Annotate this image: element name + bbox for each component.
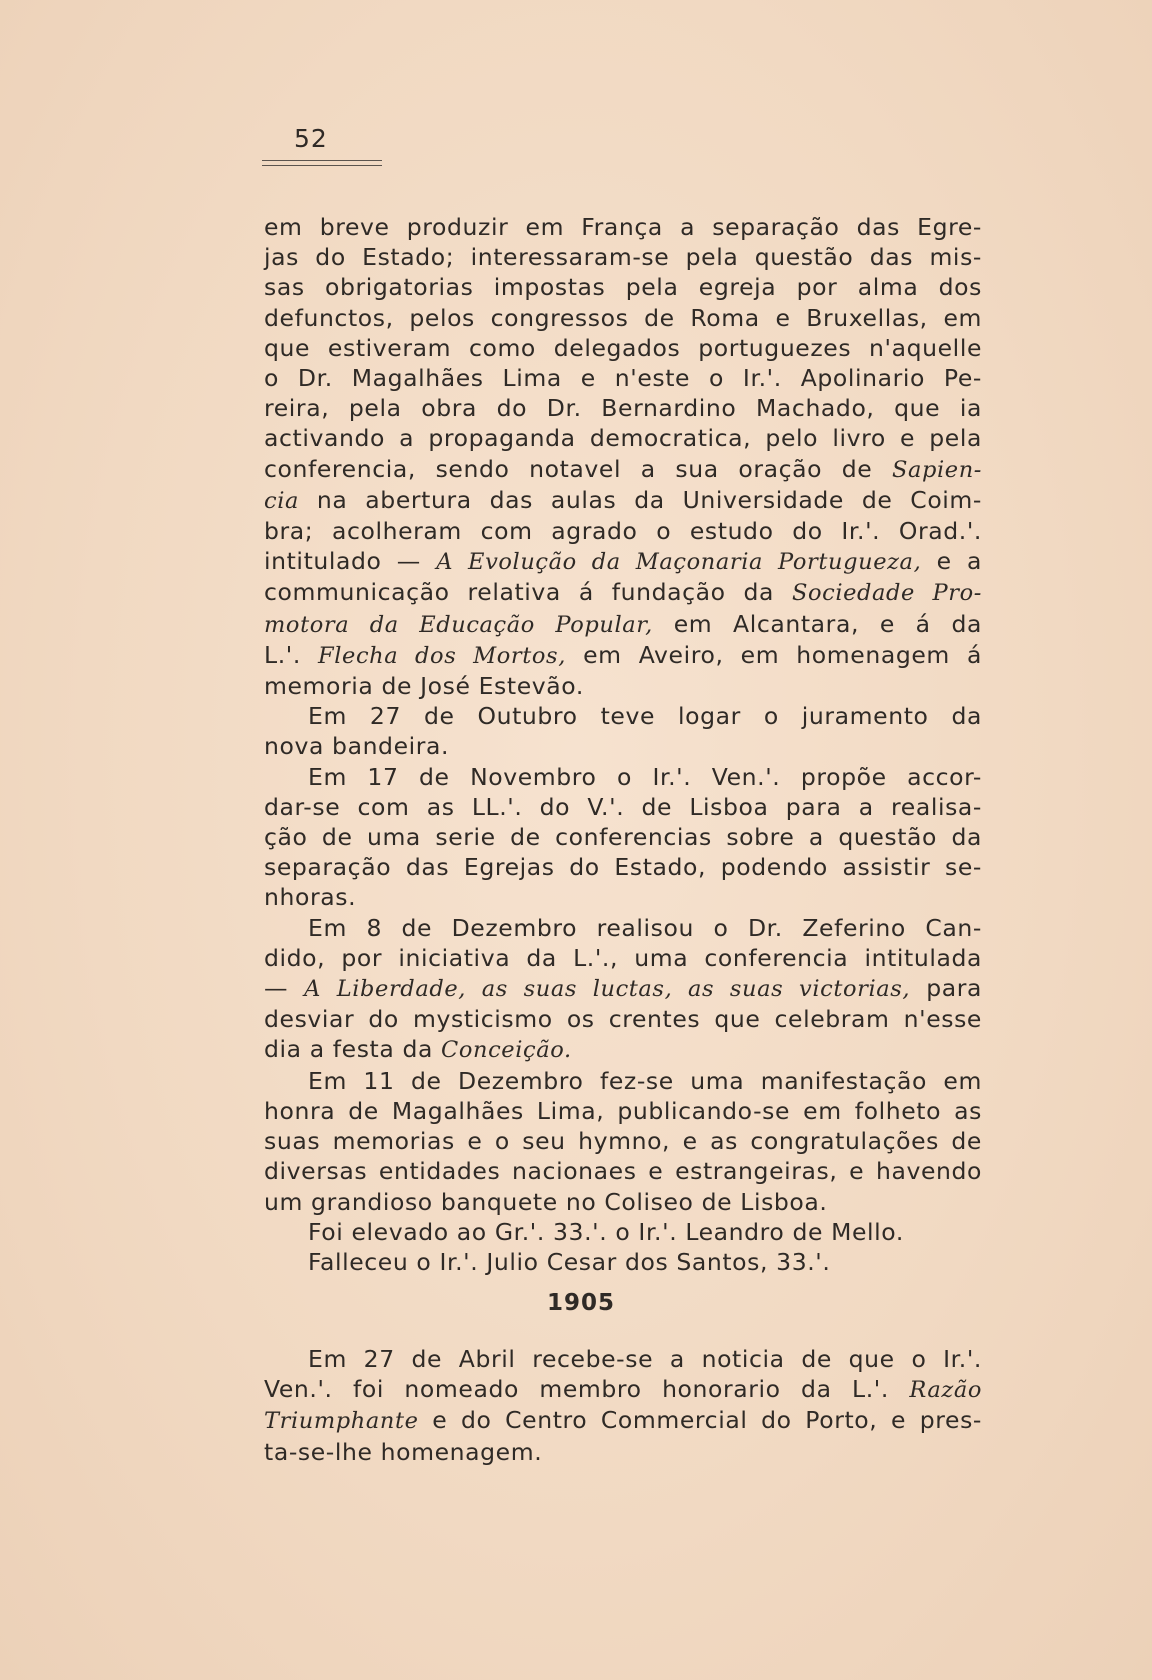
text-line: conferencia, sendo notavel a sua oração de Sapien- — [264, 454, 982, 483]
text-line: Em 27 de Abril recebe-se a noticia de que o Ir.'. — [308, 1345, 982, 1373]
body-text — [264, 212, 982, 1277]
text-line: dar-se com as LL.'. do V.'. de Lisboa para a realisa- — [264, 792, 982, 821]
page-number: 52 — [294, 124, 328, 153]
text-line: nhoras. — [264, 883, 357, 912]
text-line: activando a propaganda democratica, pelo livro e pela — [264, 424, 982, 453]
text-line: bra; acolheram com agrado o estudo do Ir.'. Orad.'. — [264, 517, 982, 546]
text-line: sas obrigatorias impostas pela egreja por alma dos — [264, 273, 982, 302]
text-line: um grandioso banquete no Coliseo de Lisboa. — [264, 1187, 828, 1216]
text-line: jas do Estado; interessaram-se pela questão das mis- — [264, 243, 982, 272]
text-line: ção de uma serie de conferencias sobre a questão da — [264, 823, 982, 852]
text-line: Foi elevado ao Gr.'. 33.'. o Ir.'. Leandro de Mello. — [308, 1217, 904, 1246]
text-line: memoria de José Estevão. — [264, 672, 584, 701]
text-line: dia a festa da Conceição. — [264, 1035, 572, 1064]
text-line: o Dr. Magalhães Lima e n'este o Ir.'. Apolinario Pe- — [264, 364, 982, 393]
text-line: que estiveram como delegados portuguezes n'aquelle — [264, 333, 982, 362]
text-line: reira, pela obra do Dr. Bernardino Machado, que ia — [264, 394, 982, 423]
text-line: Em 17 de Novembro o Ir.'. Ven.'. propõe accor- — [308, 762, 982, 791]
text-line: diversas entidades nacionaes e estrangeiras, e havendo — [264, 1157, 982, 1186]
text-line: cia na abertura das aulas da Universidade de Coim- — [264, 485, 982, 514]
year-heading: 1905 — [546, 1290, 615, 1316]
text-line: intitulado — A Evolução da Maçonaria Portugueza, e a — [264, 547, 982, 576]
text-line: Triumphante e do Centro Commercial do Porto, e pres- — [264, 1406, 982, 1435]
text-line: — A Liberdade, as suas luctas, as suas victorias, para — [264, 974, 982, 1003]
text-line: defunctos, pelos congressos de Roma e Bruxellas, em — [264, 303, 982, 332]
text-line: nova bandeira. — [264, 732, 450, 761]
text-line: Em 27 de Outubro teve logar o juramento da — [308, 702, 982, 731]
text-line: communicação relativa á fundação da Sociedade Pro- — [264, 578, 982, 607]
text-line: Em 11 de Dezembro fez-se uma manifestação em — [308, 1066, 982, 1095]
text-line: suas memorias e o seu hymno, e as congratulações de — [264, 1127, 982, 1156]
text-line: honra de Magalhães Lima, publicando-se em folheto as — [264, 1096, 982, 1125]
text-line: ta-se-lhe homenagem. — [264, 1437, 543, 1466]
text-line: L.'. Flecha dos Mortos, em Aveiro, em homenagem á — [264, 640, 983, 669]
text-line: Em 8 de Dezembro realisou o Dr. Zeferino Can- — [308, 913, 982, 942]
page-number-rule — [262, 160, 382, 166]
text-line: em breve produzir em França a separação das Egre- — [264, 213, 982, 241]
text-line: motora da Educação Popular, em Alcantara, e á da — [264, 609, 982, 638]
body-text-1905 — [264, 1344, 982, 1467]
text-line: Ven.'. foi nomeado membro honorario da L.'. Razão — [264, 1375, 982, 1404]
text-line: separação das Egrejas do Estado, podendo assistir se- — [264, 853, 982, 882]
text-line: Falleceu o Ir.'. Julio Cesar dos Santos, 33.'. — [308, 1247, 831, 1276]
text-line: dido, por iniciativa da L.'., uma conferencia intitulada — [264, 943, 982, 972]
text-line: desviar do mysticismo os crentes que celebram n'esse — [264, 1005, 982, 1034]
